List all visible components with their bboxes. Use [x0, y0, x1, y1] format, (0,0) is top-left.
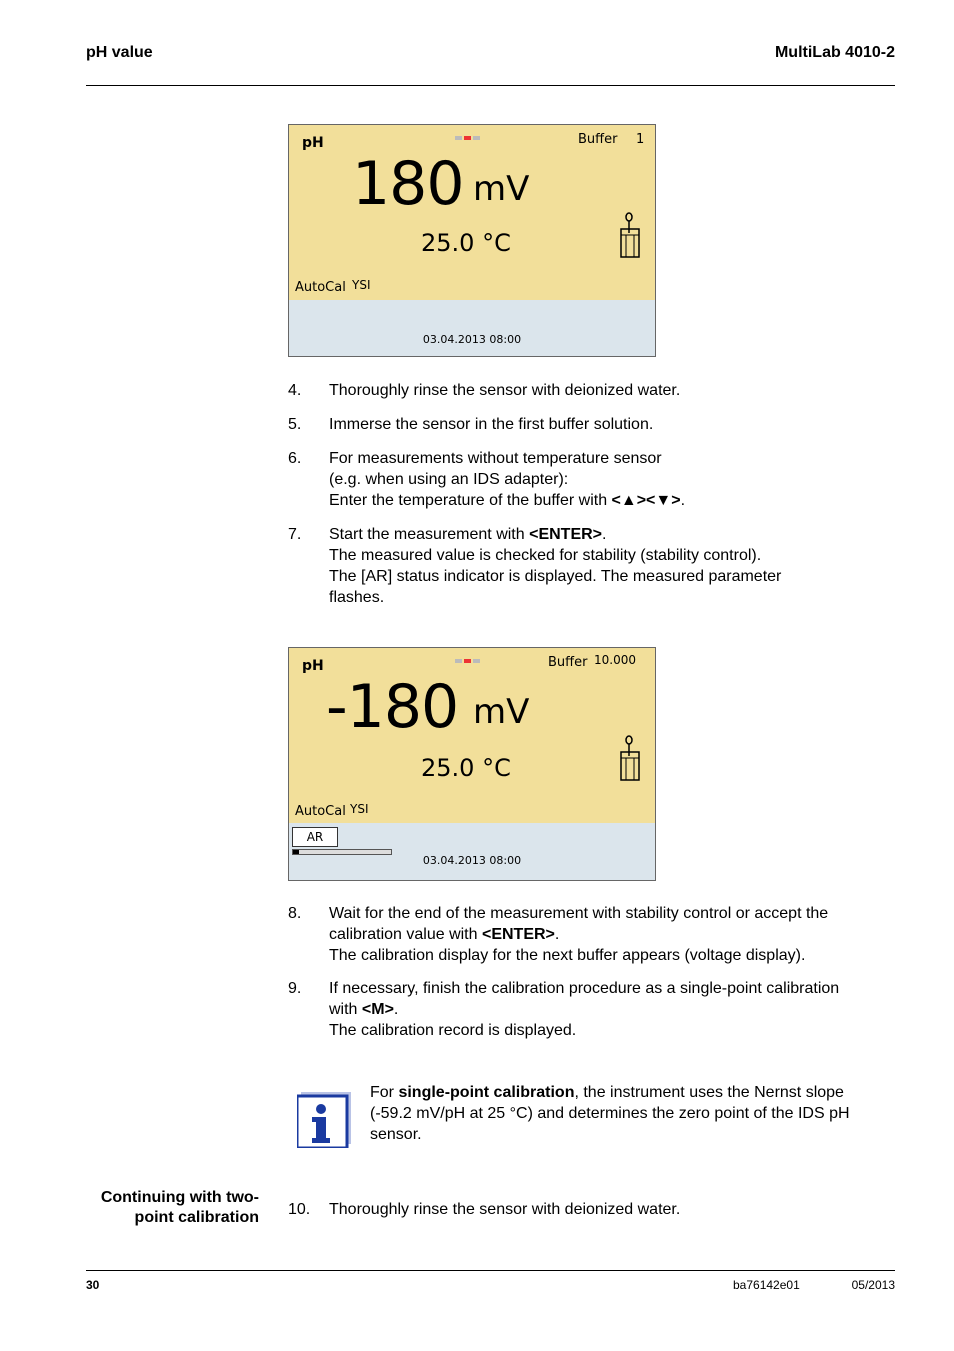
step-7	[288, 524, 898, 610]
measured-unit: mV	[473, 692, 530, 732]
arrow-keys: <▲><▼>	[611, 492, 681, 509]
step-line-text: with	[329, 1001, 362, 1018]
info-text: For	[370, 1084, 399, 1101]
measured-value: -180	[326, 672, 459, 742]
buffer-label: Buffer	[578, 132, 618, 147]
document-id: ba76142e01	[733, 1278, 800, 1292]
ysi-label: YSI	[350, 802, 369, 816]
step-8	[288, 903, 898, 967]
step-line	[329, 924, 894, 945]
step-line-text: Enter the temperature of the buffer with	[329, 492, 612, 509]
step-line: If necessary, finish the calibration procedure as a single-point calibration	[329, 980, 840, 997]
step-text: Thoroughly rinse the sensor with deionized water.	[329, 1201, 681, 1218]
autocal-label: AutoCal	[295, 280, 346, 295]
step-line-text: .	[393, 1001, 399, 1018]
device-screen-1	[288, 124, 656, 357]
info-icon	[297, 1092, 351, 1148]
info-line	[370, 1082, 890, 1103]
step-line	[329, 999, 894, 1020]
info-line: sensor.	[370, 1126, 422, 1143]
step-line: (e.g. when using an IDS adapter):	[329, 471, 569, 488]
beaker-sensor-icon	[618, 734, 644, 782]
temperature-value: 25.0 °C	[421, 754, 511, 782]
step-line: flashes.	[329, 589, 385, 606]
temperature-value: 25.0 °C	[421, 229, 511, 257]
step-6	[288, 448, 898, 512]
step-number: 5.	[288, 416, 302, 433]
screen-datetime: 03.04.2013 08:00	[422, 333, 522, 346]
step-number: 6.	[288, 450, 302, 467]
step-9	[288, 978, 898, 1042]
step-number: 10.	[288, 1201, 311, 1218]
beaker-sensor-icon	[618, 211, 644, 259]
side-heading-line: point calibration	[134, 1209, 259, 1226]
step-text: Thoroughly rinse the sensor with deionized water.	[329, 382, 681, 399]
step-line	[329, 524, 894, 545]
screen-param: pH	[302, 135, 324, 151]
step-line-text: calibration value with	[329, 926, 482, 943]
enter-key: <ENTER>	[481, 926, 555, 943]
side-heading-line: Continuing with two-	[100, 1189, 259, 1206]
info-text: , the instrument uses the Nernst slope	[574, 1084, 844, 1101]
step-number: 9.	[288, 980, 302, 997]
step-line-text: .	[680, 492, 686, 509]
measured-value: 180	[352, 149, 464, 219]
step-text: Immerse the sensor in the first buffer solution.	[329, 416, 654, 433]
measured-unit: mV	[473, 169, 530, 209]
buffer-number: 1	[636, 132, 645, 147]
step-line: The [AR] status indicator is displayed. The measured parameter	[329, 568, 782, 585]
info-note	[370, 1082, 890, 1145]
footer-rule	[86, 1270, 895, 1271]
enter-key: <ENTER>	[529, 526, 603, 543]
step-number: 4.	[288, 382, 302, 399]
step-text	[329, 448, 894, 511]
step-number: 7.	[288, 526, 302, 543]
device-screen-2	[288, 647, 656, 881]
page-number: 30	[86, 1278, 100, 1292]
buffer-label: Buffer	[548, 655, 588, 670]
m-key: <M>	[361, 1001, 394, 1018]
header-rule	[86, 85, 895, 86]
screen-datetime: 03.04.2013 08:00	[422, 854, 522, 867]
status-dots	[455, 125, 487, 129]
step-text	[329, 524, 894, 608]
header-product-name: MultiLab 4010-2	[774, 44, 895, 61]
header-section-title: pH value	[86, 44, 153, 61]
status-dots	[455, 648, 487, 652]
step-line-text: Start the measurement with	[329, 526, 530, 543]
ysi-label: YSI	[352, 278, 371, 292]
screen-param: pH	[302, 658, 324, 674]
screen-status-area	[289, 823, 655, 880]
info-line: (-59.2 mV/pH at 25 °C) and determines the zero point of the IDS pH	[370, 1105, 850, 1122]
autocal-label: AutoCal	[295, 804, 346, 819]
step-line-text: .	[602, 526, 607, 543]
step-line: The calibration display for the next buffer appears (voltage display).	[329, 947, 806, 964]
step-line	[329, 490, 894, 511]
buffer-number: 10.000	[594, 653, 636, 667]
step-line: Wait for the end of the measurement with stability control or accept the	[329, 905, 829, 922]
step-text	[329, 978, 894, 1041]
step-number: 8.	[288, 905, 302, 922]
step-line-text: .	[554, 926, 560, 943]
screen-status-area	[289, 300, 655, 356]
side-heading	[86, 1188, 259, 1228]
step-text	[329, 903, 894, 966]
step-line: For measurements without temperature sensor	[329, 450, 662, 467]
document-date: 05/2013	[851, 1278, 895, 1292]
info-bold-text: single-point calibration	[398, 1084, 575, 1101]
step-line: The measured value is checked for stability (stability control).	[329, 547, 762, 564]
ar-status-indicator: AR	[292, 827, 338, 847]
step-line: The calibration record is displayed.	[329, 1022, 577, 1039]
